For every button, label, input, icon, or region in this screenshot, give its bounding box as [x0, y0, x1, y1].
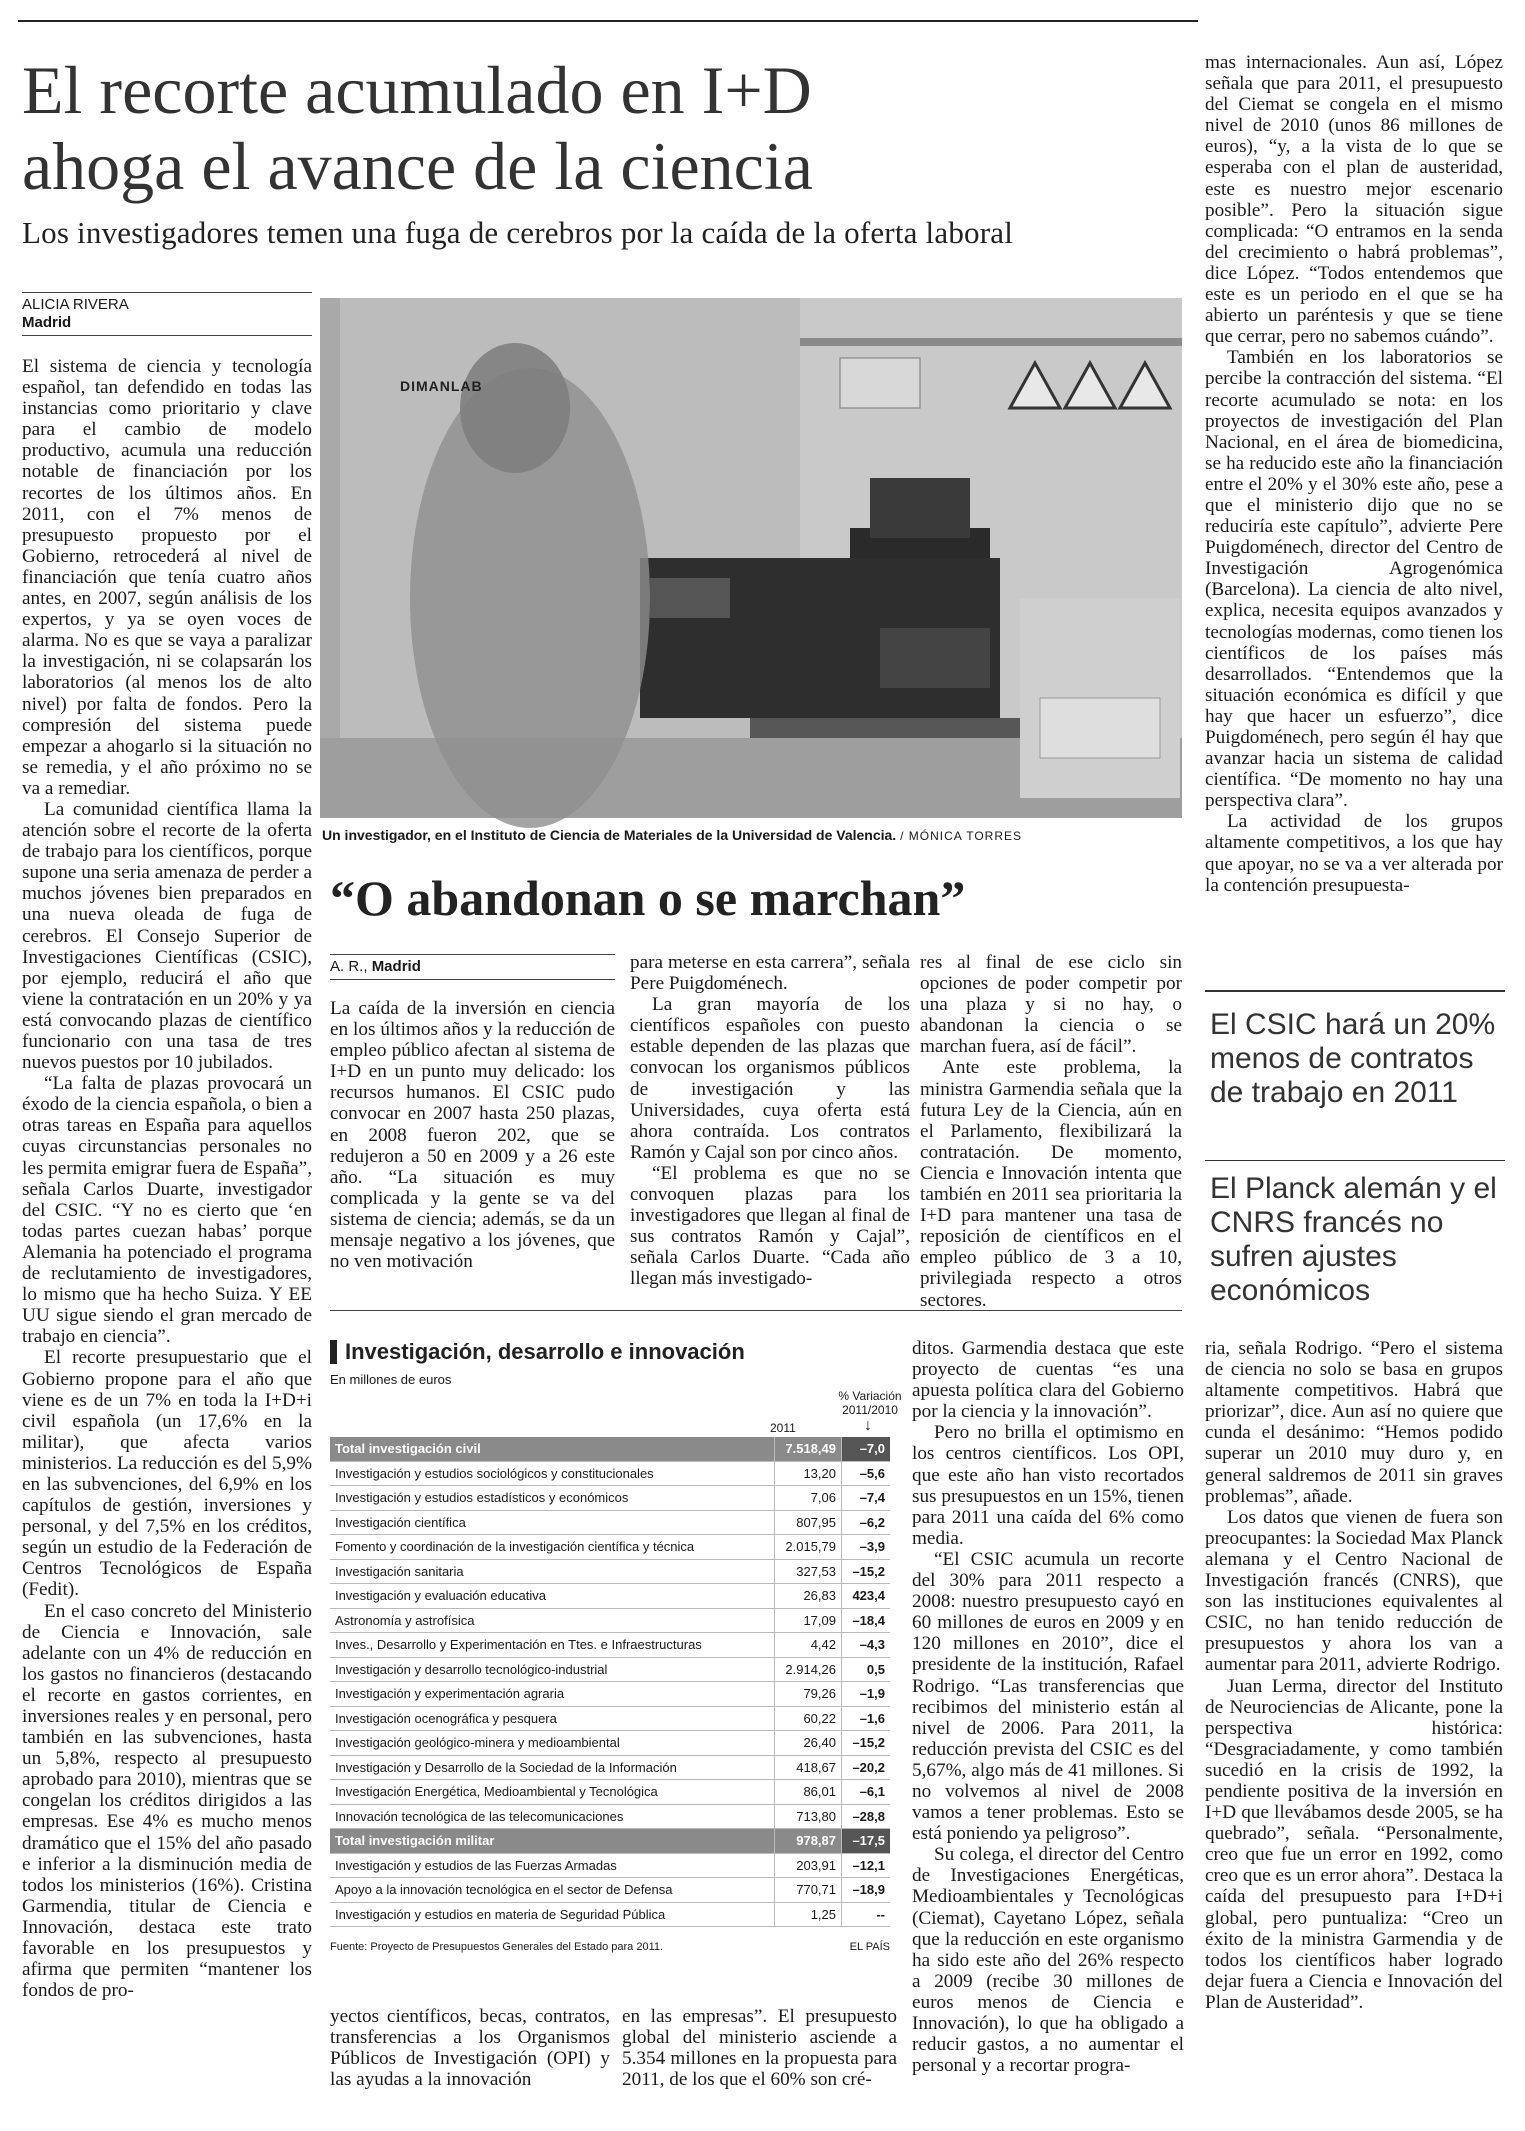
table-footer	[330, 1941, 890, 1955]
row-label: Investigación y evaluación educativa	[330, 1584, 775, 1609]
table-row	[330, 1657, 890, 1682]
row-value: 26,83	[775, 1584, 842, 1609]
row-value: 13,20	[775, 1461, 842, 1486]
paragraph: “El problema es que no se convoquen plazas para los investigadores que llegan al final de sus contratos Ramón y Cajal”, señala Carlos Duarte. “Cada año llegan más investigado-	[630, 1162, 910, 1290]
subheadline: Los investigadores temen una fuga de cerebros por la caída de la oferta laboral	[22, 215, 1014, 250]
sidebar-title: “O abandonan o se marchan”	[330, 870, 966, 926]
row-variation: –6,1	[842, 1780, 891, 1805]
row-variation: –1,9	[842, 1682, 891, 1707]
row-label: Investigación y desarrollo tecnológico-industrial	[330, 1657, 775, 1682]
top-rule	[18, 20, 1198, 22]
row-variation: –3,9	[842, 1535, 891, 1560]
sidebar-bottom-rule	[330, 1310, 1182, 1311]
row-label: Total investigación militar	[330, 1829, 775, 1854]
row-value: 7,06	[775, 1486, 842, 1511]
side-heading-csic: El CSIC hará un 20% menos de contratos de trabajo en 2011	[1210, 1008, 1496, 1109]
row-variation: –1,6	[842, 1706, 891, 1731]
article-column-middle	[912, 1338, 1184, 2098]
row-label: Investigación sanitaria	[330, 1559, 775, 1584]
row-value: 79,26	[775, 1682, 842, 1707]
row-variation: –6,2	[842, 1510, 891, 1535]
column-header-year: 2011	[770, 1421, 796, 1435]
sidebar-location: Madrid	[371, 958, 421, 975]
row-label: Astronomía y astrofísica	[330, 1608, 775, 1633]
paragraph: Los datos que vienen de fuera son preocupantes: la Sociedad Max Planck alemana y el Centro Nacional de Investigación francés (CNRS), que son las instituciones equivalentes al CSIC, no han tenido reducción de presupuestos y ahora los van a aumentar para 2011, advierte Rodrigo.	[1205, 1506, 1503, 1676]
row-value: 203,91	[775, 1853, 842, 1878]
table-body	[330, 1437, 890, 1927]
row-label: Investigación y estudios en materia de Seguridad Pública	[330, 1902, 775, 1927]
row-value: 2.015,79	[775, 1535, 842, 1560]
table-brand: EL PAÍS	[849, 1941, 890, 1953]
headline-line-2: ahoga el avance de la ciencia	[22, 128, 813, 204]
table-title: Investigación, desarrollo e innovación	[330, 1340, 890, 1364]
paragraph: La actividad de los grupos altamente competitivos, a los que hay que apoyar, no se va a ver alterada por la contención presupuesta-	[1205, 811, 1503, 896]
down-arrow-icon: ↓	[864, 1417, 872, 1434]
article-column-bottom-3	[622, 2006, 897, 2098]
paragraph: ria, señala Rodrigo. “Pero el sistema de ciencia no solo se basa en grupos altamente competitivos. Habrá que priorizar”, dice. Aun así no quiere que cunda el desánimo: “Hemos podido superar un 2010 muy duro y, en general saldremos de 2011 sin graves problemas”, añade.	[1205, 1338, 1503, 1507]
row-variation: 0,5	[842, 1657, 891, 1682]
paragraph: La caída de la inversión en ciencia en los últimos años y la reducción de empleo público afectan al sistema de I+D en un punto muy delicado: los recursos humanos. El CSIC pudo convocar en 2007 hasta 250 plazas, en 2008 fueron 202, que se redujeron a 50 en 2009 y a 26 este año. “La situación es muy complicada y la gente se va del sistema de ciencia; además, se da un mensaje negativo a los jóvenes, que no ven motivación	[330, 998, 615, 1273]
paragraph: También en los laboratorios se percibe la contracción del sistema. “El recorte acumulado se nota: en los proyectos de investigación del Plan Nacional, en el área de biomedicina, se ha reducido este año la financiación entre el 20% y el 30% este año, pese a que el ministerio dijo que no se reduciría este capítulo”, advierte Pere Puigdoménech, director del Centro de Investigación Agrogenómica (Barcelona). La ciencia de alto nivel, explica, necesita equipos avanzados y tecnologías modernas, como tienen los científicos de los países más desarrollados. “Entendemos que la situación económica es difícil y que hay que hacer un esfuerzo”, dice Puigdoménech, pero según él hay que avanzar hacia un sistema de calidad científica. “De momento no hay una perspectiva clara”.	[1205, 347, 1503, 812]
caption-text: Un investigador, en el Instituto de Ciencia de Materiales de la Universidad de Valencia.	[322, 827, 897, 843]
table-row	[330, 1486, 890, 1511]
table-row	[330, 1510, 890, 1535]
headline-line-1: El recorte acumulado en I+D	[22, 52, 812, 128]
author-location: Madrid	[22, 314, 72, 331]
row-value: 713,80	[775, 1804, 842, 1829]
row-variation: –18,9	[842, 1878, 891, 1903]
row-value: 7.518,49	[775, 1437, 842, 1461]
paragraph: En el caso concreto del Ministerio de Ciencia e Innovación, sale adelante con un 4% de reducción en los gastos no financieros (destacando el recorte en gastos corrientes, en inversiones reales y en personal, pero también en las subvenciones, hasta un 5,8%, respecto al presupuesto aprobado para 2010), mientras que se congelan los créditos dirigidos a las empresas. Ese 4% es mucho menos dramático que el 15% del año pasado e inferior a la disminución media de todos los ministerios (16%). Cristina Garmendia, titular de Ciencia e Innovación, destaca este trato favorable en los presupuestos y afirma que permiten “mantener los fondos de pro-	[22, 1600, 312, 2002]
author-name: ALICIA RIVERA	[22, 296, 129, 313]
row-label: Investigación Energética, Medioambiental y Tecnológica	[330, 1780, 775, 1805]
row-variation: –7,4	[842, 1486, 891, 1511]
article-column-right-bottom	[1205, 1338, 1503, 2098]
table-row	[330, 1780, 890, 1805]
row-variation: –17,5	[842, 1829, 891, 1854]
table-row	[330, 1878, 890, 1903]
byline	[22, 292, 312, 336]
photo-caption	[322, 826, 1182, 845]
column-header-variation: % Variación 2011/2010	[838, 1389, 902, 1417]
row-label: Investigación y estudios de las Fuerzas Armadas	[330, 1853, 775, 1878]
row-label: Investigación y estudios sociológicos y constitucionales	[330, 1461, 775, 1486]
article-column-bottom-2	[330, 2006, 610, 2098]
table-row	[330, 1706, 890, 1731]
paragraph: mas internacionales. Aun así, López señala que para 2011, el presupuesto del Ciemat se congela en el mismo nivel de 2010 (unos 86 millones de euros), “y, a la vista de lo que se esperaba con el plan de austeridad, este es nuestro mejor escenario posible”. Pero la situación sigue complicada: “O entramos en la senda del crecimiento o habrá problemas”, dice López. “Todos entendemos que este es un periodo en el que se ha abierto un paréntesis y que se tiene que cerrar, pero no sabemos cuándo”.	[1205, 52, 1503, 348]
sidebar-byline	[330, 954, 615, 980]
table-row	[330, 1804, 890, 1829]
paragraph: “La falta de plazas provocará un éxodo de la ciencia española, o bien a otras tareas en España para aquellos cuyas circunstancias personales no les permita emigrar fuera de España”, señala Carlos Duarte, investigador del CSIC. “Y no es cierto que ‘en todas partes cuezan habas’ porque Alemania ha potenciado el programa de reclutamiento de investigadores, lo mismo que ha hecho Suiza. Y EE UU sigue siendo el gran mercado de trabajo en ciencia”.	[22, 1073, 312, 1348]
sidebar-column-1	[330, 998, 615, 1298]
row-variation: –7,0	[842, 1437, 891, 1461]
row-label: Investigación y estudios estadísticos y económicos	[330, 1486, 775, 1511]
row-label: Inves., Desarrollo y Experimentación en Ttes. e Infraestructuras	[330, 1633, 775, 1658]
paragraph: yectos científicos, becas, contratos, transferencias a los Organismos Públicos de Investigación (OPI) y las ayudas a la innovación	[330, 2006, 610, 2091]
table-row	[330, 1461, 890, 1486]
table-row	[330, 1731, 890, 1756]
paragraph: res al final de ese ciclo sin opciones de poder competir por una plaza y si no hay, o abandonan la ciencia o se marchan fuera, así de fácil”.	[920, 952, 1182, 1058]
row-value: 327,53	[775, 1559, 842, 1584]
row-label: Investigación geológico-minera y medioambiental	[330, 1731, 775, 1756]
row-label: Investigación ocenográfica y pesquera	[330, 1706, 775, 1731]
paragraph: Su colega, el director del Centro de Investigaciones Energéticas, Medioambientales y Tecnológicas (Ciemat), Cayetano López, señala que la reducción en este organismo ha sido este año del 26% respecto a 2009 (recibe 30 millones de euros menos de Ciencia e Innovación), lo que ha obligado a reducir gastos, a no aumentar el personal y a recortar progra-	[912, 1844, 1184, 2077]
row-label: Investigación y experimentación agraria	[330, 1682, 775, 1707]
row-label: Investigación y Desarrollo de la Sociedad de la Información	[330, 1755, 775, 1780]
article-column-1	[22, 356, 312, 2096]
table-row	[330, 1633, 890, 1658]
row-label: Investigación científica	[330, 1510, 775, 1535]
paragraph: Ante este problema, la ministra Garmendia señala que la futura Ley de la Ciencia, aún en el Parlamento, flexibilizará la contratación. De momento, Ciencia e Innovación intenta que también en 2011 sea prioritaria la I+D para mantener una tasa de reposición de científicos en el empleo público de 3 a 10, privilegiada respecto a otros sectores.	[920, 1057, 1182, 1311]
byline-rule-bottom	[22, 335, 312, 336]
budget-table	[330, 1339, 902, 1955]
byline-rule	[330, 954, 615, 955]
photo-credit: MÓNICA TORRES	[908, 829, 1022, 843]
table-row	[330, 1608, 890, 1633]
row-value: 418,67	[775, 1755, 842, 1780]
row-variation: --	[842, 1902, 891, 1927]
row-value: 60,22	[775, 1706, 842, 1731]
row-value: 978,87	[775, 1829, 842, 1854]
table-source: Fuente: Proyecto de Presupuestos Generales del Estado para 2011.	[330, 1941, 664, 1953]
paragraph: “El CSIC acumula un recorte del 30% para 2011 respecto a 2008: nuestro presupuesto cayó en 60 millones de euros en 2009 y en 120 millones en 2010”, dice el presidente de la institución, Rafael Rodrigo. “Las transferencias que recibimos del ministerio están al nivel de 2006. Para 2011, la reducción prevista del CSIC es del 5,67%, algo más de 41 millones. Si no volvemos al nivel de 2008 vamos a tener problemas. Esto se está poniendo ya peligroso”.	[912, 1548, 1184, 1845]
headline	[22, 52, 1192, 204]
table-row	[330, 1535, 890, 1560]
row-value: 770,71	[775, 1878, 842, 1903]
paragraph: El recorte presupuestario que el Gobierno propone para el año que viene es de un 7% en toda la I+D+i civil española (un 17,6% en la militar), que afecta varios ministerios. La reducción es del 5,9% en las subvenciones, del 6,9% en los capítulos de gestión, inversiones y personal, y del 7,5% en los créditos, según un estudio de la Federación de Centros Tecnológicos de España (Fedit).	[22, 1347, 312, 1601]
row-value: 17,09	[775, 1608, 842, 1633]
row-value: 1,25	[775, 1902, 842, 1927]
row-label: Innovación tecnológica de las telecomunicaciones	[330, 1804, 775, 1829]
byline-rule	[22, 292, 312, 293]
paragraph: El sistema de ciencia y tecnología español, tan defendido en todas las instancias como prioritario y clave para el cambio de modelo productivo, acumula una reducción notable de financiación por los recortes de los últimos años. En 2011, con el 7% menos de presupuesto propuesto por el Gobierno, retrocederá al nivel de financiación que tenía cuatro años antes, en 2007, según análisis de los expertos, y ya se oyen voces de alarma. No es que se vaya a paralizar la investigación, ni se colapsarán los laboratorios (al menos los de alto nivel) por falta de fondos. Pero la compresión del sistema puede empezar a ahogarlo si la situación no se remedia, y el año próximo no se va a remediar.	[22, 356, 312, 799]
paragraph: La gran mayoría de los científicos españoles con puesto estable dependen de las plazas que convocan los organismos públicos de investigación y las Universidades, cuya oferta está ahora contraída. Los contratos Ramón y Cajal son por cinco años.	[630, 994, 910, 1163]
row-variation: –18,4	[842, 1608, 891, 1633]
row-variation: –12,1	[842, 1853, 891, 1878]
paragraph: ditos. Garmendia destaca que este proyecto de cuentas “es una apuesta política clara del Gobierno por la ciencia y la innovación”.	[912, 1338, 1184, 1423]
table-total-row	[330, 1829, 890, 1854]
paragraph: en las empresas”. El presupuesto global del ministerio asciende a 5.354 millones en la propuesta para 2011, de los que el 60% son cré-	[622, 2006, 897, 2091]
byline-rule-bottom	[330, 979, 615, 980]
sidebar-column-3	[920, 952, 1182, 1311]
row-variation: –15,2	[842, 1559, 891, 1584]
row-label: Apoyo a la innovación tecnológica en el sector de Defensa	[330, 1878, 775, 1903]
sidebar-author: A. R.,	[330, 958, 368, 975]
row-value: 2.914,26	[775, 1657, 842, 1682]
row-value: 807,95	[775, 1510, 842, 1535]
row-variation: –5,6	[842, 1461, 891, 1486]
caption-separator: /	[900, 829, 909, 843]
sidebar-column-2	[630, 952, 910, 1296]
paragraph: Pero no brilla el optimismo en los centros científicos. Los OPI, que este año han visto recortados sus presupuestos en un 15%, tienen para 2011 una caída del 6% como media.	[912, 1422, 1184, 1549]
equipment-brand-label: DIMANLAB	[400, 378, 483, 394]
row-value: 86,01	[775, 1780, 842, 1805]
side-heading-rule	[1205, 990, 1505, 992]
table-row	[330, 1853, 890, 1878]
row-variation: 423,4	[842, 1584, 891, 1609]
paragraph: La comunidad científica llama la atención sobre el recorte de la oferta de trabajo para los científicos, porque supone una seria amenaza de perder a muchos jóvenes bien preparados en una nueva oleada de fuga de cerebros. El Consejo Superior de Investigaciones Científicas (CSIC), por ejemplo, reducirá el año que viene la contratación en un 20% y ya está convocando plazas de científico funcionario con una tasa de tres nuevos puestos por 10 jubilados.	[22, 798, 312, 1074]
side-heading-rule-2	[1205, 1160, 1505, 1161]
row-variation: –28,8	[842, 1804, 891, 1829]
row-label: Total investigación civil	[330, 1437, 775, 1461]
paragraph: Juan Lerma, director del Instituto de Neurociencias de Alicante, pone la perspectiva histórica: “Desgraciadamente, y como también sucedió en la crisis de 1992, la pendiente positiva de la inversión en I+D que llevábamos desde 2005, se ha quebrado”, señala. “Personalmente, creo que fue un error en 1992, como creo que es un error ahora”. Destaca la caída del presupuesto para I+D+i global, pero puntualiza: “Creo un éxito de la ministra Garmendia y de todos los científicos haber logrado dejar fuera a Ciencia e Innovación del Plan de Austeridad”.	[1205, 1675, 1503, 2013]
row-value: 4,42	[775, 1633, 842, 1658]
table-subtitle: En millones de euros	[330, 1372, 452, 1387]
article-photo	[320, 298, 1182, 818]
row-variation: –15,2	[842, 1731, 891, 1756]
table-total-row	[330, 1437, 890, 1461]
table-row	[330, 1902, 890, 1927]
table-row	[330, 1755, 890, 1780]
table-row	[330, 1559, 890, 1584]
table-header	[330, 1387, 902, 1437]
table-row	[330, 1682, 890, 1707]
row-variation: –4,3	[842, 1633, 891, 1658]
table-row	[330, 1584, 890, 1609]
row-variation: –20,2	[842, 1755, 891, 1780]
paragraph: para meterse en esta carrera”, señala Pere Puigdoménech.	[630, 952, 910, 995]
lab-photo-illustration	[320, 298, 1182, 818]
article-column-right-top	[1205, 52, 1503, 972]
side-heading-planck: El Planck alemán y el CNRS francés no sufren ajustes económicos	[1210, 1172, 1497, 1307]
row-label: Fomento y coordinación de la investigación científica y técnica	[330, 1535, 775, 1560]
row-value: 26,40	[775, 1731, 842, 1756]
